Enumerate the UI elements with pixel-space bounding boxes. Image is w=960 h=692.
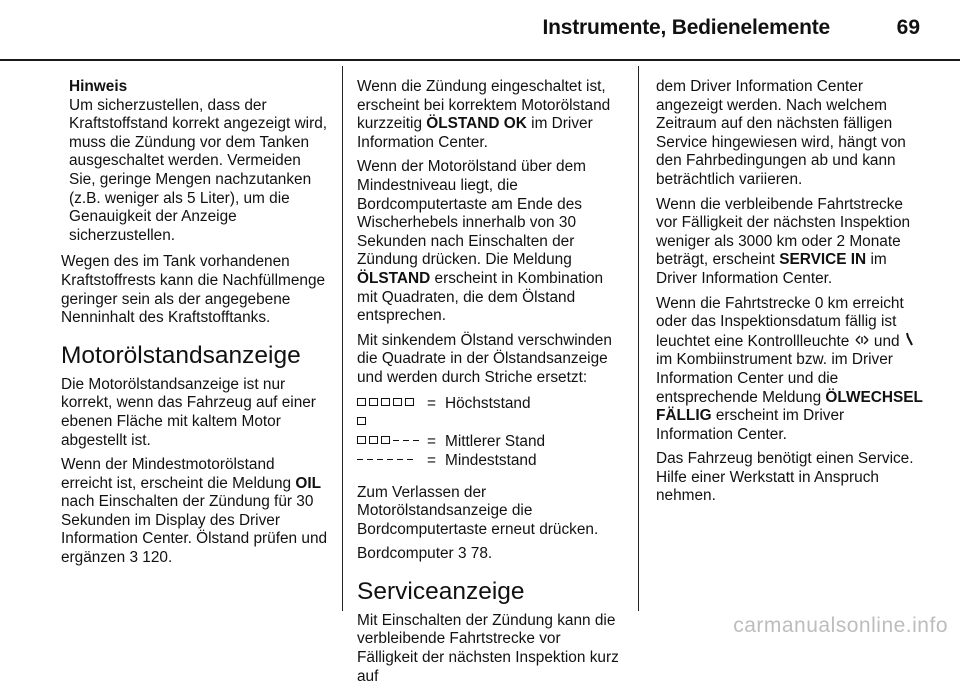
oil-level-row [357,451,545,470]
paragraph [61,456,329,568]
note-heading: Hinweis [69,78,128,95]
text: Wenn die Zündung eingeschaltet ist, erscheint bei korrektem Motorölstand kurzzeitig [357,78,611,133]
section-heading-oil-level: Motorölstandsanzeige [61,341,301,369]
text: Wenn die Fahrtstrecke 0 km erreicht oder das Inspektionsdatum fällig ist leuchtet eine Kontrollleuchte [656,294,904,350]
level-dash-icon [387,459,393,460]
equals-sign: = [427,394,436,412]
page-reference-arrow-icon: 3 [129,549,139,567]
text: Bordcomputer [357,545,458,563]
text: im Driver Information Center. [656,251,887,287]
page-reference-arrow-icon: 3 [457,545,467,563]
level-square-icon [357,436,366,444]
paragraph [357,78,621,152]
level-square-icon [393,398,402,406]
wrench-icon [904,332,914,352]
oil-level-indicator [357,451,427,470]
paragraph: Zum Verlassen der Motorölstandsanzeige die Bordcomputertaste erneut drücken. [357,483,599,538]
message-service-in: SERVICE IN [779,251,867,269]
oil-level-row [357,394,545,432]
oil-level-label: Höchststand [445,394,531,412]
oil-level-table [357,394,545,470]
oil-level-row [357,432,545,451]
text: Wenn der Mindestmotorölstand erreicht ist, erscheint die Meldung [61,456,296,492]
level-square-icon [405,398,414,406]
service-warning-icon [854,333,870,352]
text: Wenn der Motorölstand über dem Mindestniveau liegt, die Bordcomputertaste am Ende des Wischerhebels innerhalb von 30 Sekunden nach Einschalten der Zündung drücken. Die Meldung [357,158,586,269]
section-heading-service: Serviceanzeige [357,577,525,605]
level-dash-icon [413,440,419,441]
level-dash-icon [397,459,403,460]
paragraph [656,295,924,445]
level-square-icon [381,398,390,406]
paragraph: Das Fahrzeug benötigt einen Service. Hilfe einer Werkstatt in Anspruch nehmen. [656,450,914,505]
text: erscheint in Kombination mit Quadraten, die dem Ölstand entsprechen. [357,269,604,325]
header-rule [0,59,960,61]
watermark: carmanualsonline.info [733,614,948,637]
paragraph: Mit sinkendem Ölstand verschwinden die Quadrate in der Ölstandsanzeige und werden durch Striche ersetzt: [357,331,612,386]
paragraph [357,545,621,564]
level-square-icon [357,398,366,406]
page-reference-link[interactable]: 78. [466,545,493,563]
level-square-icon [369,398,378,406]
column-2 [357,78,621,692]
level-dash-icon [403,440,409,441]
page-number: 69 [896,16,920,39]
text: und [869,332,904,350]
page-reference-link[interactable]: 120. [138,549,173,567]
message-oil-change-due: ÖLWECHSEL FÄLLIG [656,388,923,425]
oil-level-label: Mittlerer Stand [445,432,546,450]
paragraph: Mit Einschalten der Zündung kann die verbleibende Fahrtstrecke vor Fälligkeit der nächsten Inspektion kurz auf [357,611,619,685]
text: im Driver Information Center. [357,115,593,151]
equals-sign: = [427,432,436,450]
paragraph: dem Driver Information Center angezeigt werden. Nach welchem Zeitraum auf den nächsten fälligen Service hingewiesen wird, hängt von den Fahrbedingungen ab und kann beträchtlich variieren. [656,78,906,188]
column-divider [638,66,639,611]
oil-level-label: Mindeststand [445,451,537,469]
note-box [61,78,329,245]
level-square-icon [369,436,378,444]
text: nach Einschalten der Zündung für 30 Sekunden im Display des Driver Information Center. Ölstand prüfen und ergänzen [61,493,328,567]
level-dash-icon [377,459,383,460]
level-dash-icon [393,440,399,441]
text: Wenn die verbleibende Fahrtstrecke vor Fälligkeit der nächsten Inspektion weniger als 3000 km oder 2 Monate beträgt, erscheint [656,195,911,269]
message-oil: OIL [295,474,322,492]
column-divider [342,66,343,611]
column-1 [61,78,329,574]
text: erscheint im Driver Information Center. [656,407,845,443]
level-dash-icon [407,459,413,460]
column-3 [656,78,924,512]
oil-level-indicator [357,394,427,432]
message-oil-level: ÖLSTAND [357,269,431,287]
message-oil-level-ok: ÖLSTAND OK [426,115,527,133]
page-header-title: Instrumente, Bedienelemente [542,16,830,39]
level-dash-icon [367,459,373,460]
level-square-icon [381,436,390,444]
paragraph [656,196,924,289]
note-text: Um sicherzustellen, dass der Kraftstoffstand korrekt angezeigt wird, muss die Zündung vor dem Tanken ausgeschaltet werden. Vermeiden Sie, geringe Mengen nachzutanken (z.B. weniger als 5 Liter), um die Genauigkeit der Anzeige sicherzustellen. [69,96,328,244]
level-square-icon [357,417,366,425]
paragraph [357,158,621,325]
paragraph: Wegen des im Tank vorhandenen Kraftstoffrests kann die Nachfüllmenge geringer sein als der angegebene Nenninhalt des Kraftstofftanks. [61,253,326,327]
oil-level-indicator [357,432,427,451]
level-dash-icon [357,459,363,460]
equals-sign: = [427,451,436,469]
text: im Kombiinstrument bzw. im Driver Information Center und die entsprechende Meldung [656,351,893,406]
paragraph: Die Motorölstandsanzeige ist nur korrekt, wenn das Fahrzeug auf einer ebenen Fläche mit kaltem Motor abgestellt ist. [61,375,316,449]
